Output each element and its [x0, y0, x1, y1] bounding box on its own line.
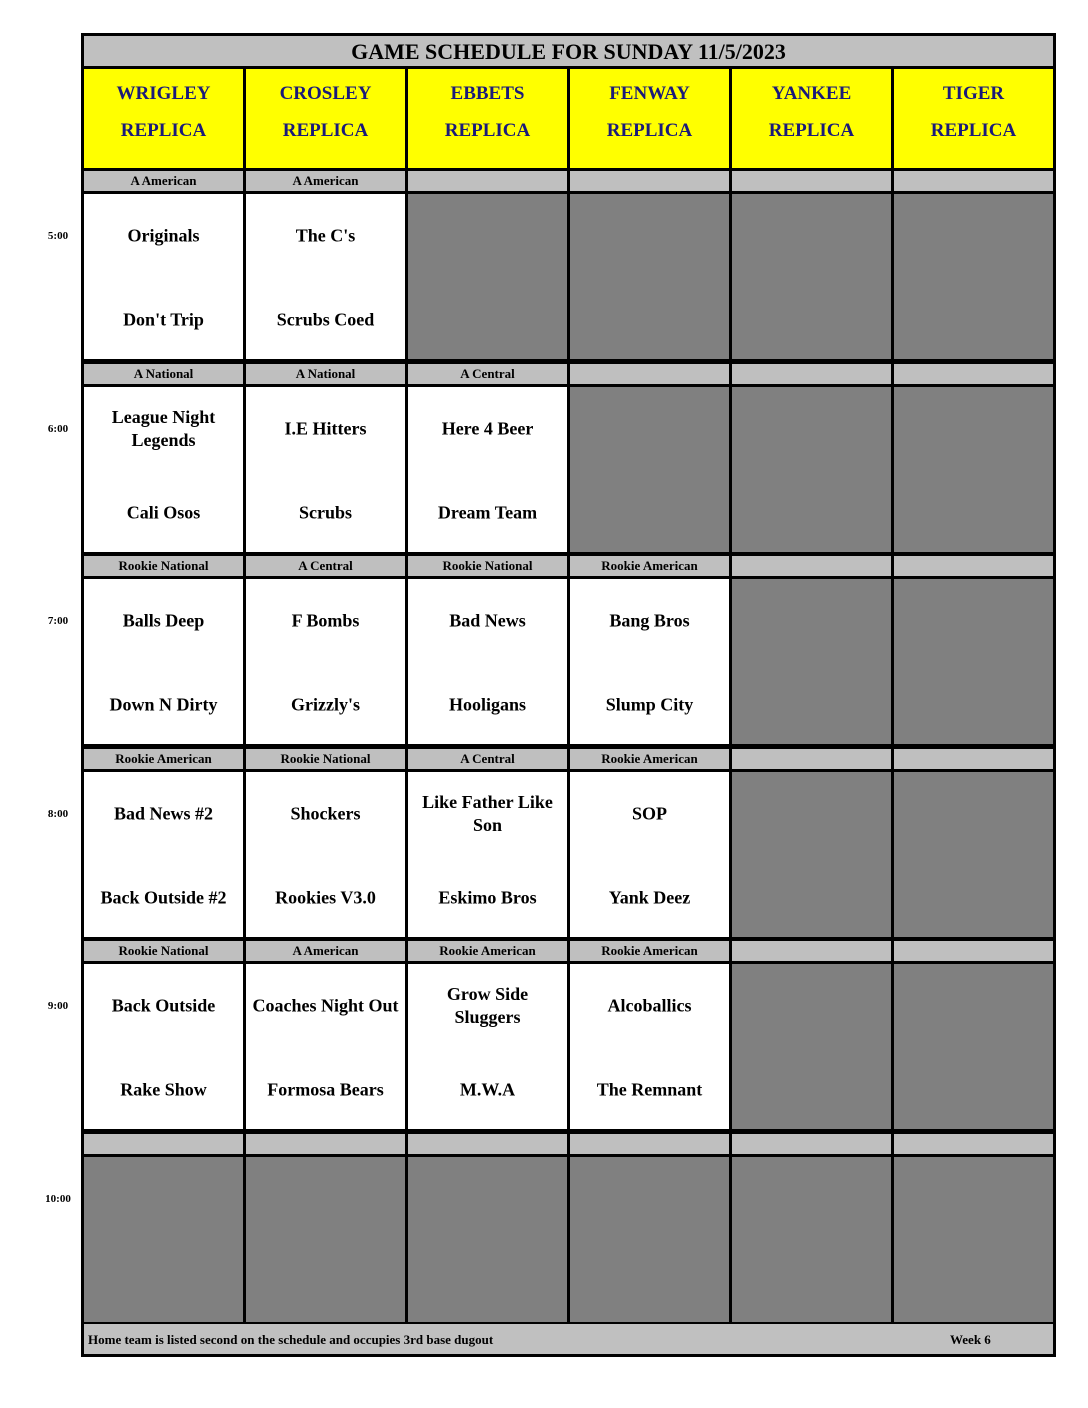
time-label: 5:00 — [47, 230, 69, 242]
division-label: A American — [84, 171, 243, 191]
time-label: 7:00 — [47, 615, 69, 627]
empty-slot — [732, 579, 891, 744]
division-label — [894, 556, 1053, 576]
away-team: The C's — [295, 225, 356, 246]
week-label: Week 6 — [950, 1332, 991, 1347]
division-label: Rookie National — [408, 556, 567, 576]
away-team: SOP — [631, 803, 667, 823]
game-cell — [408, 772, 567, 937]
division-label — [732, 1134, 891, 1154]
home-team: Slump City — [605, 694, 694, 715]
division-label: A American — [246, 941, 405, 961]
field-name: TIGER — [942, 83, 1005, 104]
away-team: Shockers — [290, 803, 361, 823]
home-team: Rake Show — [120, 1079, 207, 1100]
home-team: Dream Team — [437, 502, 538, 522]
empty-slot — [894, 964, 1053, 1129]
footer — [84, 1324, 1053, 1354]
field-header-wrigley — [84, 69, 243, 168]
away-team: Back Outside — [111, 995, 216, 1016]
division-label: A Central — [408, 364, 567, 384]
away-team: Bad News #2 — [113, 803, 213, 823]
field-name: EBBETS — [450, 83, 525, 104]
division-label — [732, 364, 891, 384]
division-label — [246, 1134, 405, 1154]
away-team: Bang Bros — [609, 610, 690, 631]
home-team: Rookies V3.0 — [275, 887, 376, 907]
division-label: Rookie National — [246, 749, 405, 769]
game-cell — [570, 772, 729, 937]
field-header-yankee — [732, 69, 891, 168]
division-label — [732, 556, 891, 576]
game-cell — [84, 194, 243, 359]
empty-slot — [570, 387, 729, 552]
away-team: Here 4 Beer — [441, 418, 534, 438]
division-label: A National — [246, 364, 405, 384]
time-label: 10:00 — [45, 1192, 71, 1205]
field-name: FENWAY — [609, 83, 690, 104]
time-label: 6:00 — [47, 422, 69, 435]
division-label — [732, 941, 891, 961]
field-type: REPLICA — [930, 120, 1017, 141]
home-team-note: Home team is listed second on the schedule and occupies 3rd base dugout — [88, 1332, 494, 1347]
game-cell — [84, 772, 243, 937]
home-team: Don't Trip — [123, 309, 204, 330]
division-label — [408, 1134, 567, 1154]
empty-slot — [894, 194, 1053, 359]
home-team: Grizzly's — [291, 694, 360, 715]
division-label — [894, 941, 1053, 961]
game-cell — [246, 387, 405, 552]
game-cell — [246, 964, 405, 1129]
away-team: Grow Side Sluggers — [446, 984, 529, 1027]
away-team: Alcoballics — [607, 995, 692, 1016]
away-team: Coaches Night Out — [252, 995, 399, 1016]
empty-slot — [84, 1157, 243, 1322]
game-cell — [84, 964, 243, 1129]
division-label — [84, 1134, 243, 1154]
home-team: Scrubs — [298, 502, 352, 522]
field-type: REPLICA — [768, 120, 855, 141]
field-type: REPLICA — [282, 120, 369, 141]
home-team: Eskimo Bros — [438, 887, 537, 907]
division-label — [570, 1134, 729, 1154]
field-header-ebbets — [408, 69, 567, 168]
game-cell — [408, 387, 567, 552]
empty-slot — [732, 772, 891, 937]
time-label: 9:00 — [47, 1000, 69, 1012]
away-team: Like Father Like Son — [422, 791, 553, 835]
away-team: I.E Hitters — [284, 418, 367, 438]
empty-slot — [894, 1157, 1053, 1322]
empty-slot — [570, 1157, 729, 1322]
home-team: M.W.A — [459, 1079, 516, 1100]
division-label: Rookie American — [570, 749, 729, 769]
away-team: Bad News — [449, 610, 526, 631]
home-team: Hooligans — [448, 694, 527, 715]
empty-slot — [732, 387, 891, 552]
division-label — [894, 1134, 1053, 1154]
empty-slot — [894, 387, 1053, 552]
game-cell — [246, 194, 405, 359]
division-label: Rookie American — [570, 941, 729, 961]
away-team: F Bombs — [291, 610, 360, 631]
division-label: A Central — [408, 749, 567, 769]
field-type: REPLICA — [606, 120, 693, 141]
game-cell — [246, 772, 405, 937]
field-header-tiger — [894, 69, 1053, 168]
home-team: The Remnant — [596, 1079, 703, 1100]
empty-slot — [408, 194, 567, 359]
game-cell — [84, 387, 243, 552]
home-team: Down N Dirty — [109, 694, 218, 715]
home-team: Yank Deez — [608, 887, 691, 907]
division-label — [408, 171, 567, 191]
field-name: CROSLEY — [279, 83, 372, 104]
away-team: League Night Legends — [111, 406, 216, 450]
away-team: Originals — [127, 225, 200, 246]
field-name: YANKEE — [771, 83, 852, 104]
empty-slot — [732, 964, 891, 1129]
field-header-crosley — [246, 69, 405, 168]
game-cell — [408, 579, 567, 744]
empty-slot — [894, 772, 1053, 937]
empty-slot — [732, 194, 891, 359]
division-label — [570, 364, 729, 384]
game-cell — [570, 964, 729, 1129]
field-type: REPLICA — [444, 120, 531, 141]
empty-slot — [408, 1157, 567, 1322]
empty-slot — [894, 579, 1053, 744]
field-header-fenway — [570, 69, 729, 168]
division-label: Rookie American — [84, 749, 243, 769]
division-label: Rookie American — [408, 941, 567, 961]
division-label: Rookie National — [84, 556, 243, 576]
division-label: A American — [246, 171, 405, 191]
division-label: A National — [84, 364, 243, 384]
division-label: Rookie National — [84, 941, 243, 961]
division-label — [570, 171, 729, 191]
game-cell — [570, 579, 729, 744]
field-type: REPLICA — [120, 120, 207, 141]
field-name: WRIGLEY — [116, 83, 211, 104]
time-label: 8:00 — [47, 807, 69, 820]
division-label: A Central — [246, 556, 405, 576]
game-cell — [84, 579, 243, 744]
away-team: Balls Deep — [122, 610, 205, 631]
empty-slot — [570, 194, 729, 359]
page-title: GAME SCHEDULE FOR SUNDAY 11/5/2023 — [84, 36, 1053, 69]
division-label — [894, 364, 1053, 384]
home-team: Scrubs Coed — [276, 309, 375, 330]
game-cell — [246, 579, 405, 744]
empty-slot — [246, 1157, 405, 1322]
home-team: Cali Osos — [126, 502, 201, 522]
home-team: Formosa Bears — [267, 1079, 384, 1100]
division-label — [732, 749, 891, 769]
game-cell — [408, 964, 567, 1129]
division-label — [732, 171, 891, 191]
division-label — [894, 171, 1053, 191]
schedule-grid — [81, 33, 1056, 1357]
division-label: Rookie American — [570, 556, 729, 576]
division-label — [894, 749, 1053, 769]
empty-slot — [732, 1157, 891, 1322]
home-team: Back Outside #2 — [100, 887, 227, 907]
